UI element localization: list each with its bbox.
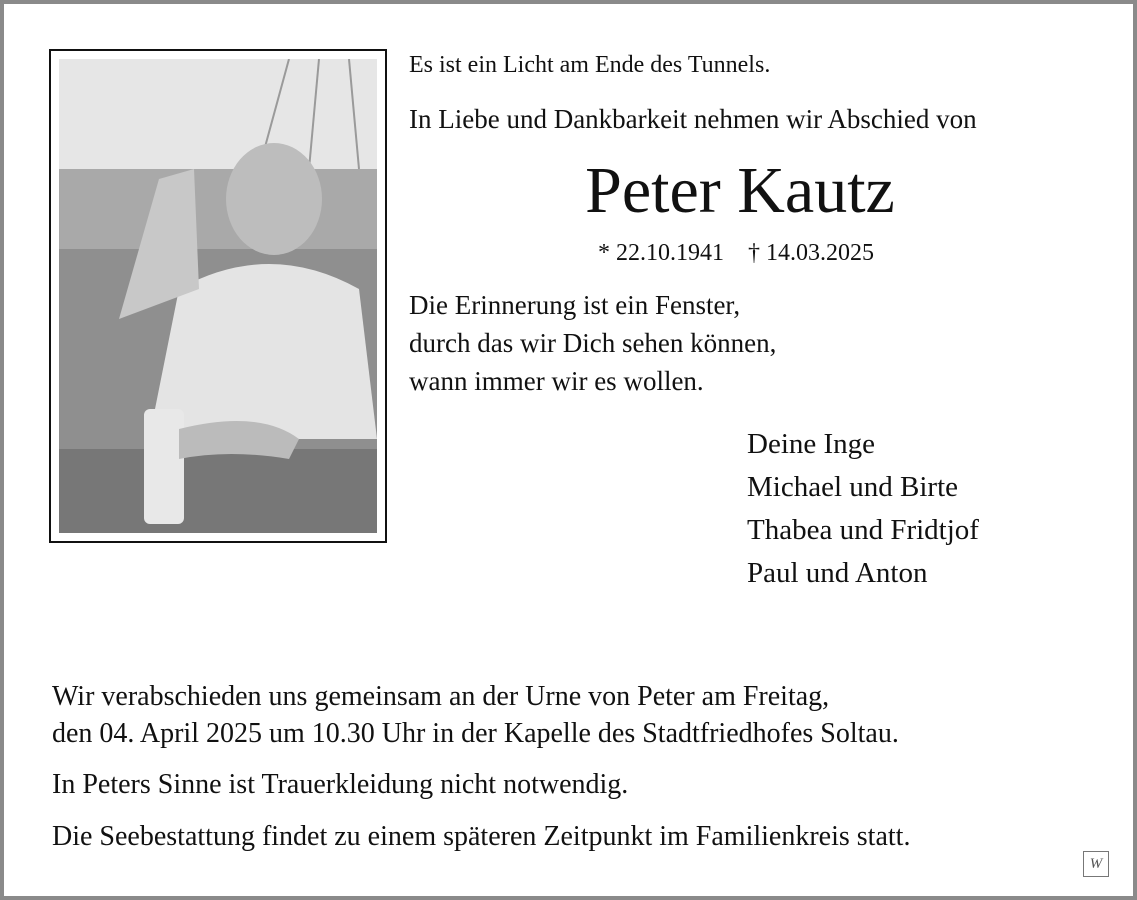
service-line: den 04. April 2025 um 10.30 Uhr in der Kapelle des Stadtfriedhofes Soltau. [52,718,899,749]
intro-line: In Liebe und Dankbarkeit nehmen wir Abschied von [409,104,977,134]
portrait-photo [59,59,377,533]
service-line: Wir verabschieden uns gemeinsam an der Urne von Peter am Freitag, [52,681,830,712]
family-member: Paul und Anton [747,557,928,589]
death-date: † 14.03.2025 [748,240,874,266]
opening-quote: Es ist ein Licht am Ende des Tunnels. [409,52,771,78]
poem-line: wann immer wir es wollen. [409,366,704,396]
family-member: Thabea und Fridtjof [747,514,979,546]
deceased-name-text: Peter Kautz [585,154,895,227]
clothing-note: In Peters Sinne ist Trauerkleidung nicht notwendig. [52,769,629,800]
birth-date: * 22.10.1941 [598,240,724,266]
burial-note: Die Seebestattung findet zu einem späteren Zeitpunkt im Familienkreis statt. [52,821,911,852]
family-member: Michael und Birte [747,471,959,503]
family-member: Deine Inge [747,428,876,460]
family-signature [747,423,979,595]
poem-line: durch das wir Dich sehen können, [409,328,777,358]
service-info [52,678,899,752]
portrait-frame [49,49,387,543]
poem-line: Die Erinnerung ist ein Fenster, [409,290,741,320]
publisher-logo-icon: W [1083,851,1109,877]
life-dates [598,240,874,267]
deceased-name [0,154,1137,227]
poem [409,286,776,400]
